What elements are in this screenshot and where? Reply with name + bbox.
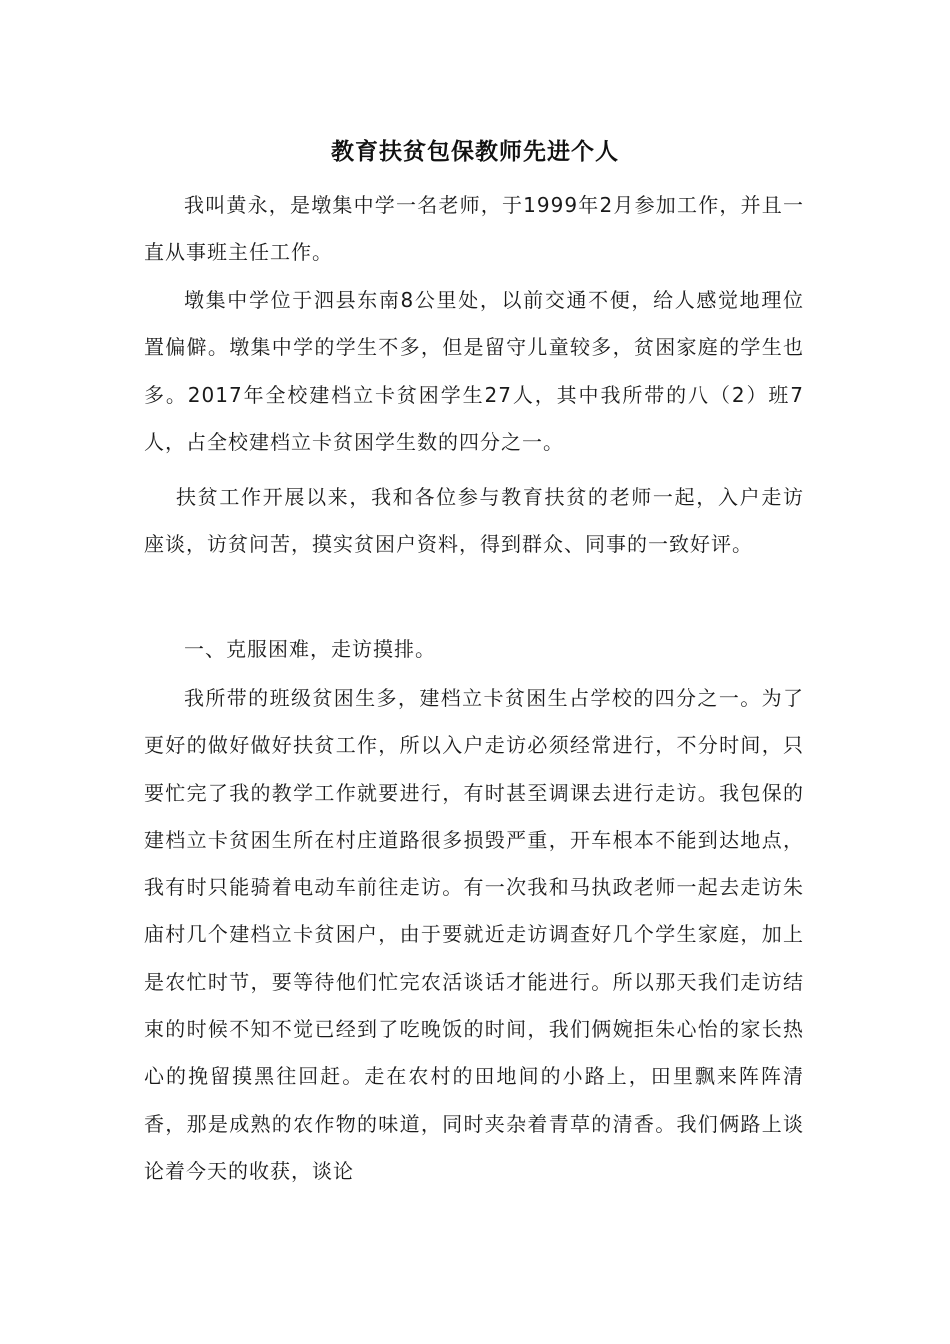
paragraph-school-background: 墩集中学位于泗县东南8公里处，以前交通不便，给人感觉地理位置偏僻。墩集中学的学生不多，但是留守儿童较多，贫困家庭的学生也多。2017年全校建档立卡贫困学生27人，其中我所带的八（2）班7人，占全校建档立卡贫困学生数的四分之一。: [144, 288, 804, 454]
document-title: 教育扶贫包保教师先进个人: [331, 138, 619, 165]
section-heading-1: 一、克服困难，走访摸排。: [184, 637, 436, 661]
paragraph-introduction: 我叫黄永，是墩集中学一名老师，于1999年2月参加工作，并且一直从事班主任工作。: [144, 193, 804, 265]
paragraph-home-visits: 我所带的班级贫困生多，建档立卡贫困生占学校的四分之一。为了更好的做好做好扶贫工作，所以入户走访必须经常进行，不分时间，只要忙完了我的教学工作就要进行，有时甚至调课去进行走访。我包保的建档立卡贫困生所在村庄道路很多损毁严重，开车根本不能到达地点，我有时只能骑着电动车前往走访。有一次我和马执政老师一起去走访朱庙村几个建档立卡贫困户，由于要就近走访调查好几个学生家庭，加上是农忙时节，要等待他们忙完农活谈话才能进行。所以那天我们走访结束的时候不知不觉已经到了吃晚饭的时间，我们俩婉拒朱心怡的家长热心的挽留摸黑往回赶。走在农村的田地间的小路上，田里飘来阵阵清香，那是成熟的农作物的味道，同时夹杂着青草的清香。我们俩路上谈论着今天的收获，谈论: [144, 686, 804, 1183]
paragraph-poverty-work: 扶贫工作开展以来，我和各位参与教育扶贫的老师一起，入户走访座谈，访贫问苦，摸实贫困户资料，得到群众、同事的一致好评。: [144, 485, 804, 557]
